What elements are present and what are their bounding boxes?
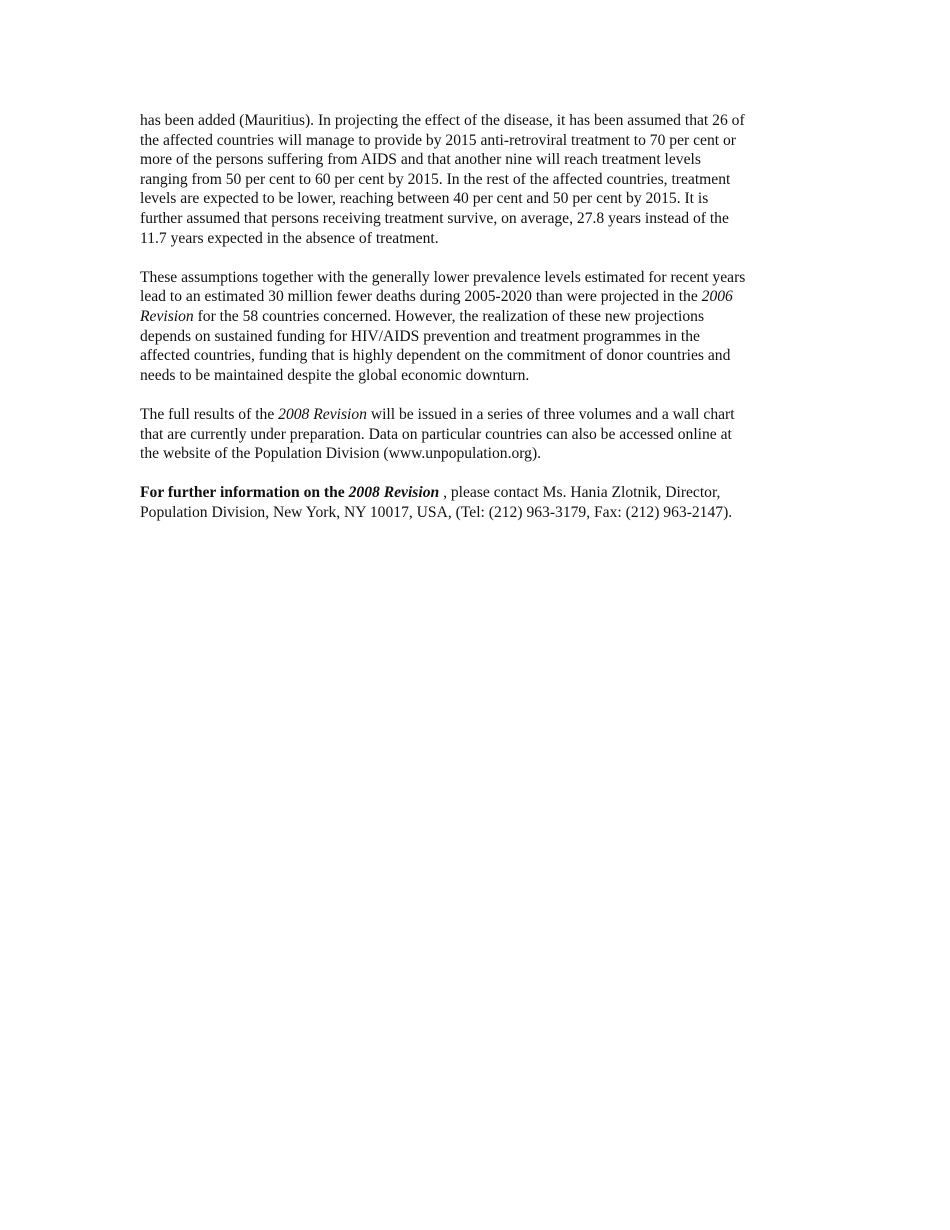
paragraph-text: for the 58 countries concerned. However, the realization of these new projections depends on sustained funding for HIV/AIDS prevention and treatment programmes in the affected countries, funding that is highly dependent on the commitment of donor countries and needs to be maintained despite the global economic downturn. [140,307,731,384]
paragraph-projected-deaths [140,268,820,386]
paragraph-full-results [140,405,820,464]
paragraph-treatment-assumptions: has been added (Mauritius). In projecting the effect of the disease, it has been assumed that 26 of the affected countries will manage to provide by 2015 anti-retroviral treatment to 70 per cent or more of the persons suffering from AIDS and that another nine will reach treatment levels ranging from 50 per cent to 60 per cent by 2015. In the rest of the affected countries, treatment levels are expected to be lower, reaching between 40 per cent and 50 per cent by 2015. It is further assumed that persons receiving treatment survive, on average, 27.8 years instead of the 11.7 years expected in the absence of treatment. [140,112,745,247]
contact-lead-bold: For further information on the [140,484,349,502]
revision-title-italic: 2008 Revision [278,405,367,423]
contact-details: , please contact Ms. Hania Zlotnik, Director, Population Division, New York, NY 10017, USA, (Tel: (212) 963-3179, Fax: (212) 963-2147). [140,484,733,521]
paragraph-text: will be issued in a series of three volumes and a wall chart that are currently under preparation. Data on particular countries can also be accessed online at the website of the Population Division (www.unpopulation.org). [140,405,735,463]
revision-title-italic: 2006 Revision [140,288,733,325]
document-body [140,111,820,522]
paragraph-text: The full results of the [140,405,279,423]
paragraph-contact-information [140,483,820,522]
revision-title-bold-italic: 2008 Revision [348,484,440,502]
paragraph-text: These assumptions together with the generally lower prevalence levels estimated for recent years lead to an estimated 30 million fewer deaths during 2005-2020 than were projected in the [140,268,746,306]
